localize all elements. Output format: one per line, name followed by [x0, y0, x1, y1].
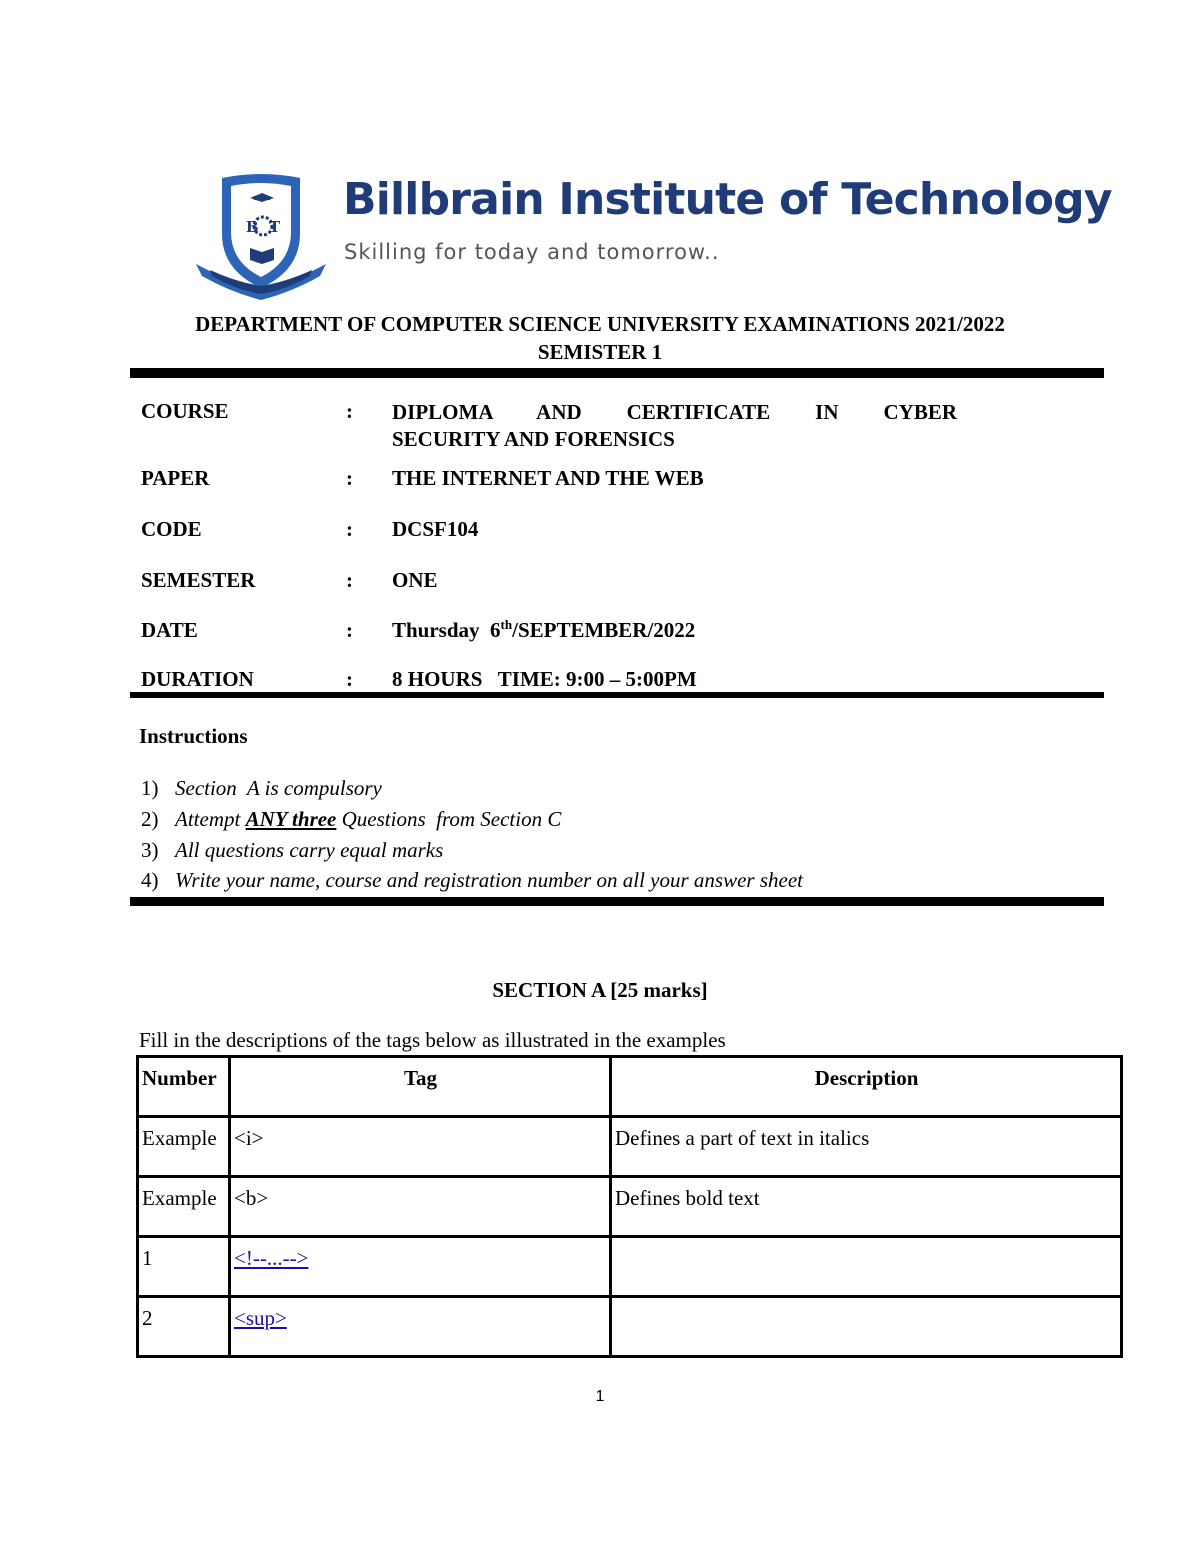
section-a-instruction: Fill in the descriptions of the tags below as illustrated in the examples: [139, 1028, 726, 1052]
semester-colon: :: [346, 568, 353, 592]
duration-label: DURATION: [141, 667, 254, 691]
duration-value: 8 HOURS TIME: 9:00 – 5:00PM: [392, 667, 697, 691]
cell-number: 1: [138, 1237, 230, 1297]
instruction-text: Attempt: [175, 807, 246, 831]
tags-table: [136, 1055, 1123, 1358]
duration-colon: :: [346, 667, 353, 691]
course-colon: :: [346, 399, 353, 423]
cell-number: Example: [138, 1117, 230, 1177]
instruction-text: Questions from Section C: [336, 807, 562, 831]
divider-top: [130, 368, 1104, 378]
department-heading: DEPARTMENT OF COMPUTER SCIENCE UNIVERSITY EXAMINATIONS 2021/2022: [195, 312, 1005, 336]
column-header-tag: Tag: [230, 1057, 611, 1117]
semester-label: SEMESTER: [141, 568, 256, 592]
institution-crest-logo: [192, 168, 330, 300]
cell-tag: [230, 1297, 611, 1357]
institution-tagline: Skilling for today and tomorrow..: [344, 240, 720, 264]
instruction-item: [141, 807, 561, 832]
instruction-number: 4): [141, 868, 159, 892]
divider-bottom: [130, 897, 1104, 906]
instruction-number: 2): [141, 807, 159, 831]
instruction-item: [141, 868, 803, 893]
divider-middle: [130, 692, 1104, 698]
semester-heading: SEMISTER 1: [537, 340, 663, 364]
instruction-emphasis: ANY three: [245, 807, 337, 831]
table-row: [138, 1117, 1122, 1177]
instruction-number: 3): [141, 838, 159, 862]
column-header-number: Number: [138, 1057, 230, 1117]
code-colon: :: [346, 517, 353, 541]
page-number: 1: [595, 1388, 605, 1405]
instruction-item: [141, 776, 382, 801]
date-value-day: Thursday 6: [392, 618, 501, 642]
instruction-number: 1): [141, 776, 159, 800]
instruction-item: [141, 838, 443, 863]
course-value-line2: SECURITY AND FORENSICS: [392, 427, 675, 451]
cell-number: 2: [138, 1297, 230, 1357]
cell-tag: <i>: [230, 1117, 611, 1177]
column-header-description: Description: [611, 1057, 1122, 1117]
course-value-line1: DIPLOMA AND CERTIFICATE IN CYBER: [392, 400, 957, 424]
table-row: [138, 1297, 1122, 1357]
cell-description-blank[interactable]: [611, 1237, 1122, 1297]
date-colon: :: [346, 618, 353, 642]
course-label: COURSE: [141, 399, 229, 423]
table-row: [138, 1177, 1122, 1237]
cell-number: Example: [138, 1177, 230, 1237]
cell-description: Defines bold text: [611, 1177, 1122, 1237]
semester-value: ONE: [392, 568, 438, 592]
date-value: [392, 618, 695, 643]
course-value: [392, 399, 957, 453]
crest-letters: B T: [245, 218, 281, 236]
date-value-suffix: th: [500, 617, 513, 632]
tag-link-comment[interactable]: <!--...-->: [234, 1246, 309, 1270]
table-header-row: [138, 1057, 1122, 1117]
cell-tag: [230, 1237, 611, 1297]
instruction-text: Write your name, course and registration number on all your answer sheet: [175, 868, 804, 892]
table-row: [138, 1237, 1122, 1297]
date-value-rest: /SEPTEMBER/2022: [512, 618, 696, 642]
cell-description-blank[interactable]: [611, 1297, 1122, 1357]
instruction-text: Section A is compulsory: [175, 776, 382, 800]
code-label: CODE: [141, 517, 202, 541]
paper-value: THE INTERNET AND THE WEB: [392, 466, 704, 490]
date-label: DATE: [141, 618, 198, 642]
code-value: DCSF104: [392, 517, 479, 541]
cell-tag: <b>: [230, 1177, 611, 1237]
cell-description: Defines a part of text in italics: [611, 1117, 1122, 1177]
instructions-heading: Instructions: [139, 724, 248, 748]
instruction-text: All questions carry equal marks: [175, 838, 444, 862]
paper-label: PAPER: [141, 466, 210, 490]
institution-name: Billbrain Institute of Technology: [343, 174, 1112, 225]
tag-link-sup[interactable]: <sup>: [234, 1306, 287, 1330]
section-a-title: SECTION A [25 marks]: [492, 978, 708, 1002]
paper-colon: :: [346, 466, 353, 490]
